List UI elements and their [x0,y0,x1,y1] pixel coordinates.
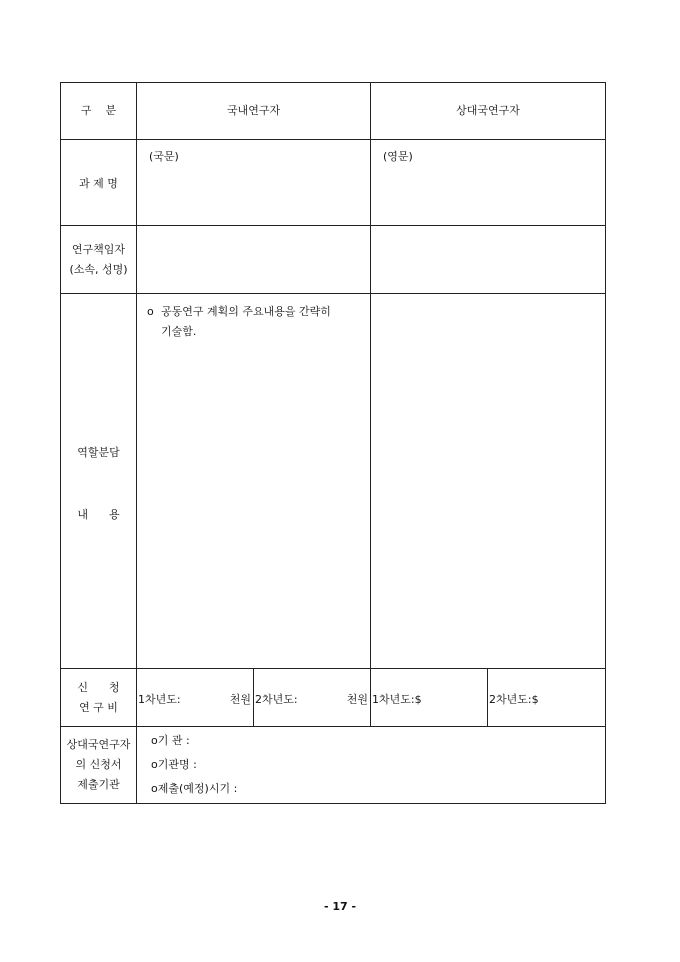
project-title-row [61,140,606,226]
submission-institution-row [61,727,606,804]
domestic-year2-field[interactable]: 2차년도: 천원 [254,669,371,727]
category-header: 구 분 [61,83,137,140]
role-division-label: 역할분담 내 용 [61,294,137,669]
partner-pi-field[interactable] [371,226,606,294]
english-note: (영문) [383,150,413,163]
pi-label: 연구책임자 (소속, 성명) [61,226,137,294]
project-title-english-field[interactable] [371,140,606,226]
principal-investigator-row [61,226,606,294]
role-instruction: o 공동연구 계획의 주요내용을 간략히 기술함. [137,294,370,342]
project-title-korean-field[interactable] [137,140,371,226]
page-number: - 17 - [323,900,357,913]
submission-date-line: o제출(예정)시기 : [151,782,238,795]
partner-year2-field[interactable]: 2차년도:$ [488,669,606,727]
role-division-row [61,294,606,669]
partner-researcher-header: 상대국연구자 [371,83,606,140]
header-row [61,83,606,140]
korean-note: (국문) [149,150,179,163]
application-form-table [60,82,606,804]
submission-label: 상대국연구자 의 신청서 제출기관 [61,727,137,804]
submission-details-field[interactable] [137,727,606,804]
institution-line: o기 관 : [151,734,190,747]
partner-role-field[interactable] [371,294,606,669]
bullet-icon: o [147,305,154,318]
funding-row [61,669,606,727]
domestic-researcher-header: 국내연구자 [137,83,371,140]
institution-name-line: o기관명 : [151,758,197,771]
funding-label: 신 청 연 구 비 [61,669,137,727]
project-title-label: 과 제 명 [61,140,137,226]
domestic-year1-field[interactable]: 1차년도: 천원 [137,669,254,727]
domestic-role-field[interactable] [137,294,371,669]
domestic-pi-field[interactable] [137,226,371,294]
partner-year1-field[interactable]: 1차년도:$ [371,669,488,727]
